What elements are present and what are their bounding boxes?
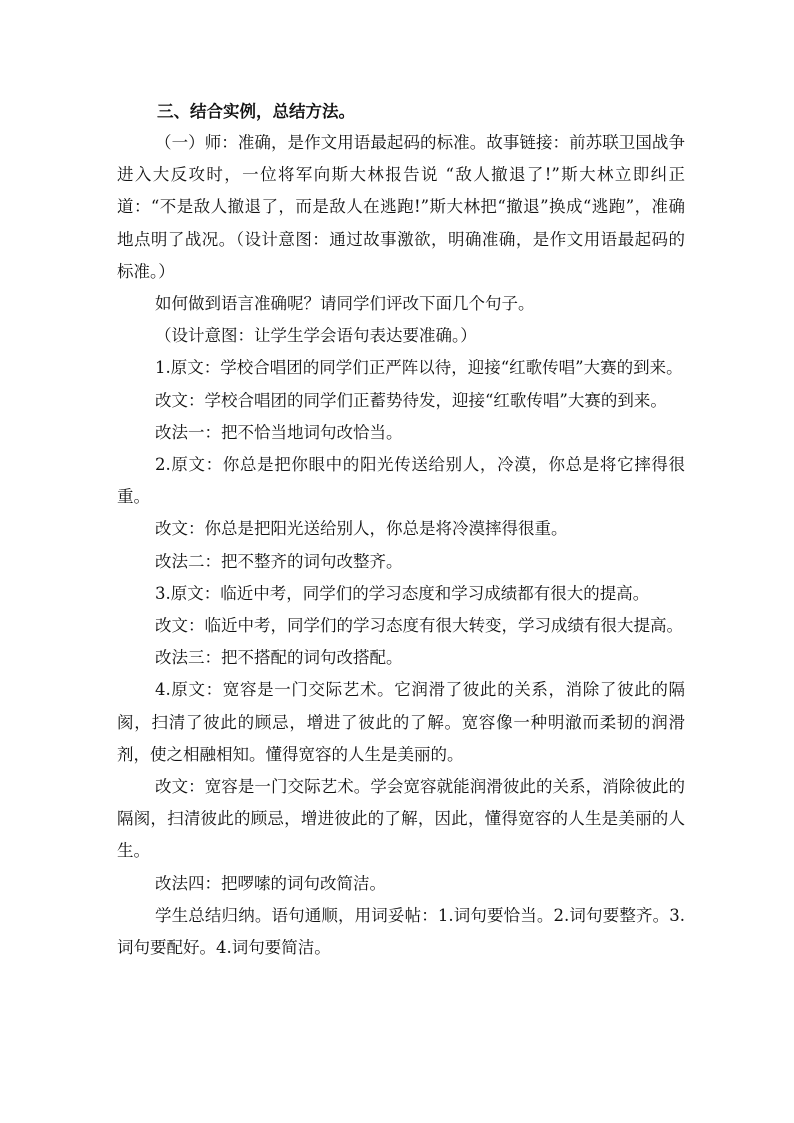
paragraph-summary: 学生总结归纳。语句通顺，用词妥帖：1.词句要恰当。2.词句要整齐。3.词句要配好。4.词句要简洁。 <box>117 905 685 958</box>
paragraph-revised-2: 改文：你总是把阳光送给别人，你总是将冷漠摔得很重。 <box>155 519 568 539</box>
document-page <box>117 96 685 964</box>
paragraph-question: 如何做到语言准确呢？请同学们评改下面几个句子。 <box>155 294 535 314</box>
section-heading: 三、结合实例，总结方法。 <box>157 102 355 121</box>
paragraph-original-3: 3.原文：临近中考，同学们的学习态度和学习成绩都有很大的提高。 <box>155 583 650 603</box>
paragraph-revised-3: 改文：临近中考，同学们的学习态度有很大转变，学习成绩有很大提高。 <box>155 616 683 636</box>
paragraph-original-4: 4.原文：宽容是一门交际艺术。它润滑了彼此的关系，消除了彼此的隔阂，扫清了彼此的顾忌，增进了彼此的了解。宽容像一种明澈而柔韧的润滑剂，使之相融相知。懂得宽容的人生是美丽的。 <box>117 680 685 764</box>
paragraph-revised-4: 改文：宽容是一门交际艺术。学会宽容就能润滑彼此的关系，消除彼此的隔阂，扫清彼此的顾忌，增进彼此的了解，因此，懂得宽容的人生是美丽的人生。 <box>117 777 685 861</box>
paragraph-method-4: 改法四：把啰嗦的词句改简洁。 <box>155 873 386 893</box>
paragraph-original-2: 2.原文：你总是把你眼中的阳光传送给别人，冷漠，你总是将它摔得很重。 <box>117 455 685 507</box>
paragraph-revised-1: 改文：学校合唱团的同学们正蓄势待发，迎接“红歌传唱”大赛的到来。 <box>155 390 667 410</box>
paragraph-design-intent: （设计意图：让学生学会语句表达要准确。） <box>155 326 477 346</box>
paragraph-original-1: 1.原文：学校合唱团的同学们正严阵以待，迎接“红歌传唱”大赛的到来。 <box>155 358 683 378</box>
paragraph-method-3: 改法三：把不搭配的词句改搭配。 <box>155 648 403 668</box>
paragraph-method-1: 改法一：把不恰当地词句改恰当。 <box>155 422 403 442</box>
paragraph-story: （一）师：准确，是作文用语最起码的标准。故事链接：前苏联卫国战争进入大反攻时，一位将军向斯大林报告说 “敌人撤退了!”斯大林立即纠正道：“不是敌人撤退了，而是敌人在逃跑!”斯大林把“撤退”换成“逃跑”，准确地点明了战况。（设计意图：通过故事激欲，明确准确，是作文用语最起码的标准。） <box>117 133 685 281</box>
paragraph-method-2: 改法二：把不整齐的词句改整齐。 <box>155 551 403 571</box>
